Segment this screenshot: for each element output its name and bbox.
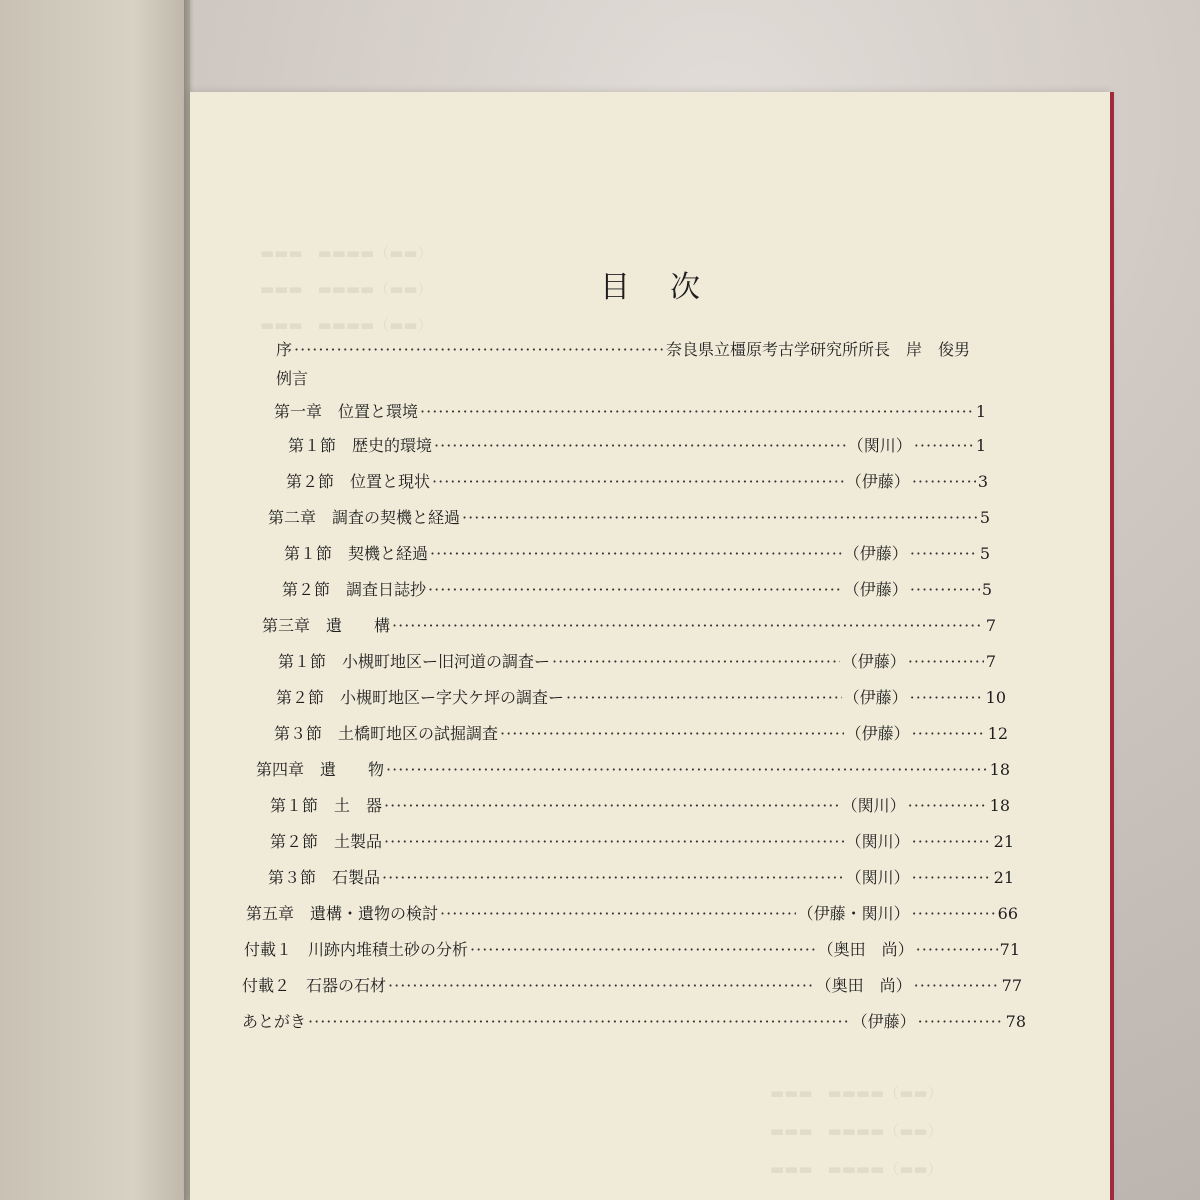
leader-dots: [916, 938, 998, 962]
leader-dots: [382, 866, 844, 890]
leader-dots: [500, 722, 844, 746]
leader-dots: [386, 758, 988, 782]
toc-entry-page: 5: [979, 544, 990, 563]
toc-entry: [278, 650, 996, 674]
leader-dots: [432, 470, 844, 494]
toc-entry: [262, 614, 996, 638]
toc-entry-label: 第三章 遺 構: [262, 616, 391, 635]
toc-entry: [276, 367, 476, 391]
show-through-text: ▬▬▬ ▬▬▬▬（▬▬）: [260, 244, 433, 262]
leader-dots: [910, 686, 984, 710]
leader-dots: [566, 686, 842, 710]
toc-entry-label: 付載１ 川跡内堆積土砂の分析: [244, 940, 469, 959]
leader-dots: [912, 722, 986, 746]
leader-dots: [440, 902, 796, 926]
leader-dots: [912, 830, 992, 854]
leader-dots: [552, 650, 840, 674]
toc-entry-author: （伊藤）: [843, 544, 908, 563]
toc-entry-page: 1: [975, 436, 986, 455]
toc-entry-label: 第３節 土橋町地区の試掘調査: [274, 724, 499, 743]
toc-entry: [282, 578, 992, 602]
toc-entry: [274, 722, 1008, 746]
toc-entry-author: （奥田 尚）: [817, 940, 914, 959]
toc-entry: [268, 506, 990, 530]
toc-entry: [284, 542, 990, 566]
toc-entry-page: 7: [985, 652, 996, 671]
toc-entry: [288, 434, 986, 458]
leader-dots: [914, 434, 974, 458]
toc-entry-author: （伊藤）: [845, 724, 910, 743]
toc-entry-page: 12: [987, 724, 1008, 743]
toc-entry-page: 78: [1005, 1012, 1026, 1031]
toc-entry: [286, 470, 988, 494]
toc-entry: [256, 758, 1010, 782]
toc-entry: [242, 1010, 1026, 1034]
leader-dots: [392, 614, 984, 638]
leader-dots: [908, 650, 984, 674]
toc-entry-label: 第四章 遺 物: [256, 760, 385, 779]
toc-entry-label: 第二章 調査の契機と経過: [268, 508, 461, 527]
toc-entry-page: 66: [997, 904, 1018, 923]
toc-entry-label: 付載２ 石器の石材: [242, 976, 387, 995]
leader-dots: [420, 400, 974, 424]
toc-entry: [270, 794, 1010, 818]
toc-entry: [276, 686, 1006, 710]
toc-entry: [244, 938, 1020, 962]
toc-entry-page: 10: [985, 688, 1006, 707]
toc-entry-page: 3: [977, 472, 988, 491]
toc-entry-author: （伊藤・関川）: [797, 904, 910, 923]
leader-dots: [912, 866, 992, 890]
leader-dots: [910, 542, 978, 566]
toc-entry-author: （伊藤）: [843, 580, 908, 599]
toc-entry-author: （伊藤）: [845, 472, 910, 491]
toc-entry-label: 例言: [276, 369, 309, 388]
toc-entry-page: 5: [981, 580, 992, 599]
toc-entry-label: 第２節 小槻町地区ー字犬ケ坪の調査ー: [276, 688, 565, 707]
show-through-text: ▬▬▬ ▬▬▬▬（▬▬）: [770, 1160, 943, 1178]
toc-entry: [270, 830, 1014, 854]
leader-dots: [912, 902, 996, 926]
toc-entry: [274, 400, 986, 424]
table-of-contents-page: [190, 92, 1110, 1200]
toc-entry-author: （伊藤）: [841, 652, 906, 671]
leader-dots: [462, 506, 978, 530]
toc-entry-label: あとがき: [242, 1012, 307, 1031]
toc-entry-page: 18: [989, 760, 1010, 779]
leader-dots: [294, 338, 664, 362]
show-through-text: ▬▬▬ ▬▬▬▬（▬▬）: [770, 1084, 943, 1102]
toc-entry-label: 第２節 調査日誌抄: [282, 580, 427, 599]
toc-entry-author: （関川）: [845, 868, 910, 887]
toc-entry-page: 7: [985, 616, 996, 635]
toc-entry: [276, 338, 970, 362]
toc-entry-label: 第１節 土 器: [270, 796, 383, 815]
toc-entry-author: （関川）: [845, 832, 910, 851]
leader-dots: [914, 974, 1000, 998]
page-title: 目次: [600, 270, 740, 305]
leader-dots: [384, 830, 844, 854]
toc-entry-label: 第２節 位置と現状: [286, 472, 431, 491]
leader-dots: [912, 470, 976, 494]
show-through-text: ▬▬▬ ▬▬▬▬（▬▬）: [770, 1122, 943, 1140]
toc-entry-author: （関川）: [847, 436, 912, 455]
toc-entry-page: 21: [993, 868, 1014, 887]
toc-entry-page: 21: [993, 832, 1014, 851]
toc-entry-label: 第１節 契機と経過: [284, 544, 429, 563]
leader-dots: [434, 434, 846, 458]
toc-entry-author: （伊藤）: [851, 1012, 916, 1031]
toc-entry-author: （伊藤）: [843, 688, 908, 707]
toc-entry-page: 1: [975, 402, 986, 421]
leader-dots: [910, 578, 980, 602]
toc-entry-label: 第１節 歴史的環境: [288, 436, 433, 455]
show-through-text: ▬▬▬ ▬▬▬▬（▬▬）: [260, 316, 433, 334]
toc-entry-label: 第五章 遺構・遺物の検討: [246, 904, 439, 923]
toc-entry-page: 5: [979, 508, 990, 527]
toc-entry-page: 18: [989, 796, 1010, 815]
toc-entry-author: （奥田 尚）: [815, 976, 912, 995]
leader-dots: [388, 974, 814, 998]
show-through-text: ▬▬▬ ▬▬▬▬（▬▬）: [260, 280, 433, 298]
toc-entry-author: （関川）: [841, 796, 906, 815]
leader-dots: [428, 578, 842, 602]
leader-dots: [384, 794, 840, 818]
toc-entry-label: 序: [276, 340, 293, 359]
left-facing-page: [0, 0, 190, 1200]
toc-entry-label: 第３節 石製品: [268, 868, 381, 887]
toc-entry-label: 第１節 小槻町地区ー旧河道の調査ー: [278, 652, 551, 671]
toc-entry: [242, 974, 1022, 998]
toc-entry-page: 71: [999, 940, 1020, 959]
leader-dots: [918, 1010, 1004, 1034]
toc-list: [190, 92, 1110, 1200]
toc-entry-label: 第２節 土製品: [270, 832, 383, 851]
toc-entry-page: 77: [1001, 976, 1022, 995]
leader-dots: [430, 542, 842, 566]
toc-entry: [268, 866, 1014, 890]
toc-entry-label: 第一章 位置と環境: [274, 402, 419, 421]
toc-entry: [246, 902, 1018, 926]
leader-dots: [908, 794, 988, 818]
leader-dots: [470, 938, 816, 962]
leader-dots: [308, 1010, 850, 1034]
toc-entry-author: 奈良県立橿原考古学研究所所長 岸 俊男: [665, 340, 970, 359]
